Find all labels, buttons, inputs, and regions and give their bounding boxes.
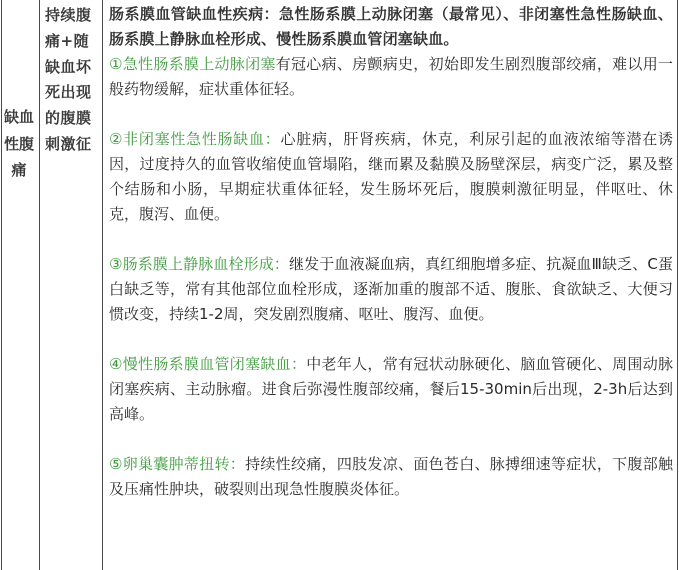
item-title: ④慢性肠系膜血管闭塞缺血： [109,355,307,373]
item-body: 有冠心病、房颤病史，初始即发生剧烈腹部绞痛，难以用一般药物缓解，症状重体征轻。 [109,55,673,98]
item-body: 继发于血液凝血病，真红细胞增多症、抗凝血Ⅲ缺乏、C蛋白缺乏等，常有其他部位血栓形成，逐渐加重的腹部不适、腹胀、食欲缺乏、大便习惯改变，持续1-2周，突发剧烈腹痛、呕吐、腹泻、血便。 [109,255,673,323]
item-paragraph [109,52,673,102]
section-heading: 肠系膜血管缺血性疾病：急性肠系膜上动脉闭塞（最常见）、非闭塞性急性肠缺血、肠系膜上静脉血栓形成、慢性肠系膜血管闭塞缺血。 [109,5,673,48]
item-body: 中老年人，常有冠状动脉硬化、脑血管硬化、周围动脉闭塞疾病、主动脉瘤。进食后弥漫性腹部绞痛，餐后15-30min后出现，2-3h后达到高峰。 [109,355,673,423]
item-title: ⑤卵巢囊肿蒂扭转： [109,455,246,473]
column-divider [39,0,40,570]
item-body: 心脏病，肝肾疾病，休克，利尿引起的血液浓缩等潜在诱因，过度持久的血管收缩使血管塌陷，继而累及黏膜及肠壁深层，病变广泛，累及整个结肠和小肠，早期症状重体征轻，发生肠坏死后，腹膜刺激征明显，伴呕吐、休克，腹泻、血便。 [109,130,673,223]
item-title: ③肠系膜上静脉血栓形成： [109,255,289,273]
item-body: 持续性绞痛，四肢发凉、面色苍白、脉搏细速等症状，下腹部触及压痛性肿块，破裂则出现急性腹膜炎体征。 [109,455,673,498]
item-title: ①急性肠系膜上动脉闭塞 [109,55,276,73]
item-paragraph [109,127,673,227]
symptom-cell: 持续腹痛+随缺血坏死出现的腹膜刺激征 [45,6,92,153]
item-paragraph [109,452,673,502]
description-cell [109,2,673,502]
item-title: ②非闭塞性急性肠缺血： [109,130,281,148]
item-paragraph [109,352,673,427]
item-paragraph [109,252,673,327]
row-label: 缺血性腹痛 [4,108,35,179]
